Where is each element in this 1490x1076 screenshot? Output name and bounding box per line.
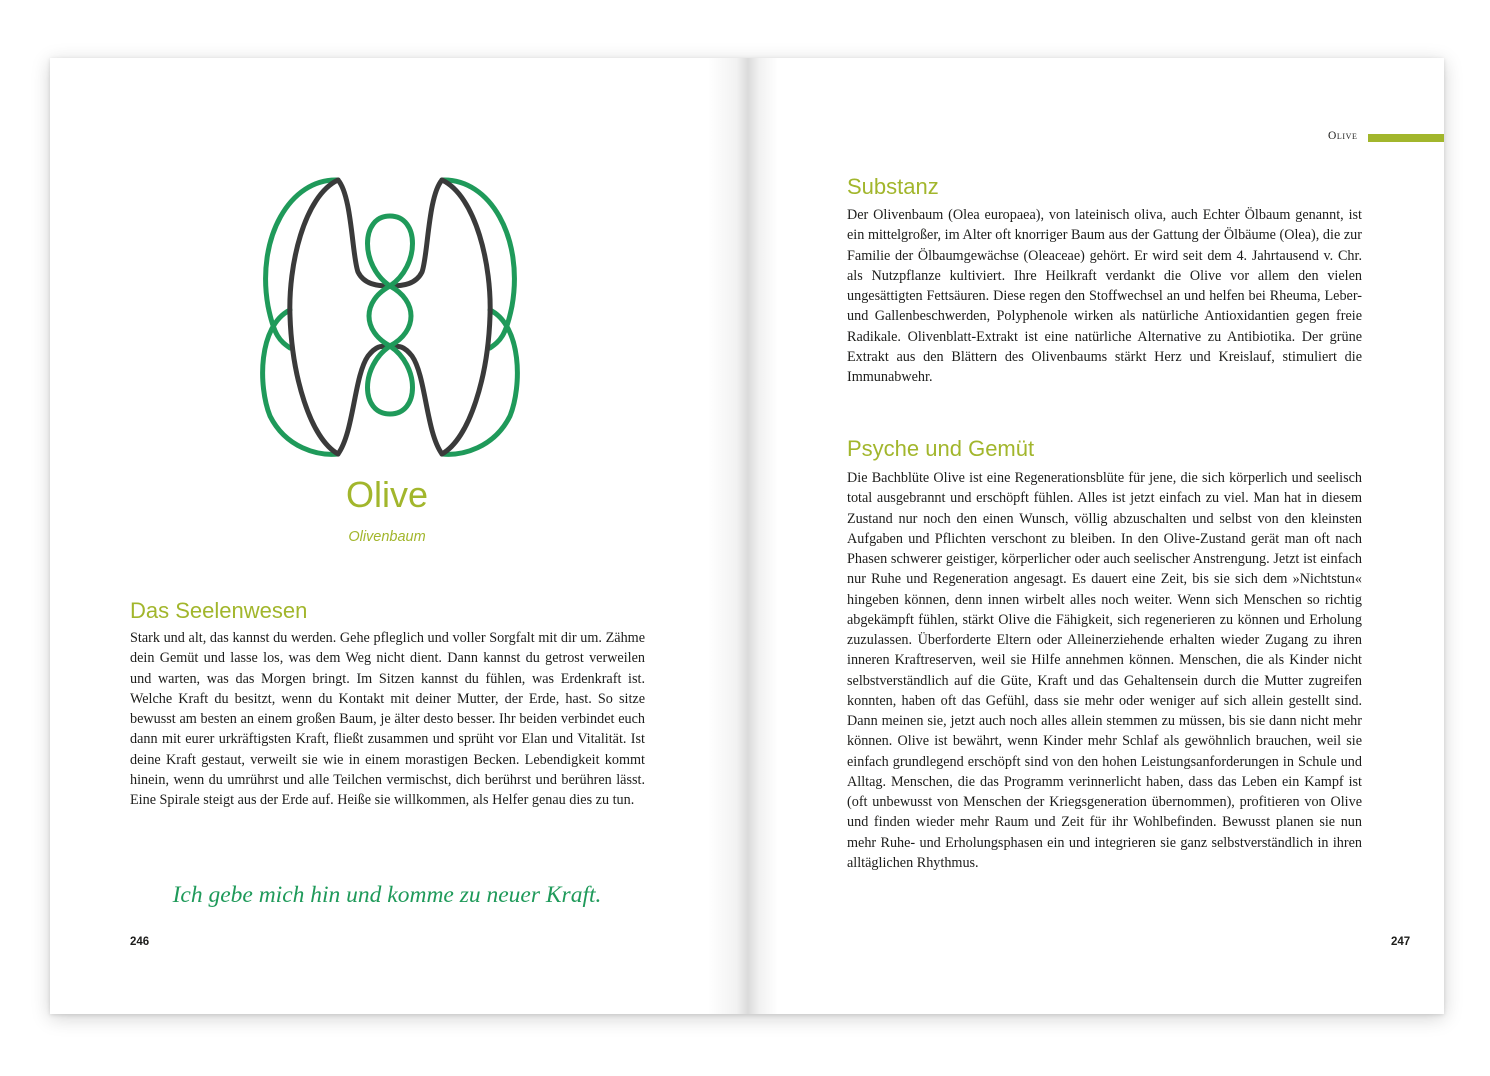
right-page	[748, 58, 1444, 1014]
running-head-bar	[1368, 134, 1444, 142]
section-heading-psyche: Psyche und Gemüt	[847, 436, 1035, 461]
plant-subtitle: Olivenbaum	[348, 529, 426, 545]
page-number-right: 247	[1391, 936, 1411, 948]
page-number-left: 246	[130, 936, 150, 948]
left-page	[50, 58, 748, 1014]
section-text-psyche: Die Bachblüte Olive ist eine Regenerationsblüte für jene, die sich körperlich und seelisch total ausgebrannt und erschöpft fühlen. Alles ist jetzt einfach zu viel. Man hat in diesem Zustand nur noch den einen Wunsch, völlig abzuschalten und selbst von den kleinsten Aufgaben und Pflichten verschont zu bleiben. In den Olive-Zustand gerät man oft nach Phasen schwerer geistiger, körperlicher oder auch seelischer Anstrengung. Jetzt ist einfach nur Ruhe und Regeneration angesagt. Es dauert eine Zeit, bis sie sich dem »Nichtstun« hingeben können, denn innen wirbelt alles noch weiter. Wenn sich Menschen so richtig abgekämpft fühlen, stärkt Olive die Fähigkeit, sich regenerieren zu können und Erholung zuzulassen. Überforderte Eltern oder Alleinerziehende erhalten wieder Zugang zu ihren inneren Kraftreserven, weil sie Hilfe annehmen können. Menschen, die als Kinder nicht selbstverständlich auf die Güte, Kraft und das Gehaltensein durch die Mutter zugreifen konnten, haben oft das Gefühl, dass sie mehr oder weniger auf sich allein gestellt sind. Dann meinen sie, jetzt auch noch alles allein stemmen zu müssen, bis sie dann nicht mehr können. Olive ist bewährt, wenn Kinder mehr Schlaf als gewöhnlich brauchen, weil sie einfach grundlegend erschöpft sind von den hohen Leistungsanforderungen in Schule und Alltag. Menschen, die das Programm verinnerlicht haben, dass das Leben ein Kampf ist (oft unbewusst von Menschen der Kriegsgeneration übernommen), profitieren von Olive und finden wieder mehr Raum und Zeit für ihr Wohlbefinden. Bewusst planen sie nun mehr Ruhe- und Erholungsphasen ein und integrieren sie ganz selbstverständlich in ihren alltäglichen Rhythmus.	[847, 470, 1362, 871]
gutter-shadow-right	[748, 58, 778, 1014]
olive-flower-symbol-icon	[260, 176, 520, 458]
section-text-substanz: Der Olivenbaum (Olea europaea), von lateinisch oliva, auch Echter Ölbaum genannt, ist ein mittelgroßer, im Alter oft knorriger Baum aus der Gattung der Ölbäume (Olea), die zur Familie der Ölbaumgewächse (Oleaceae) gehört. Er wird seit dem 4. Jahrtausend v. Chr. als Nutzpflanze kultiviert. Ihre Heilkraft verdankt die Olive vor allem den vielen ungesättigten Fettsäuren. Diese regen den Stoffwechsel an und helfen bei Rheuma, Leber- und Gallenbeschwerden, Polyphenole wirken als natürliche Antioxidantien gegen freie Radikale. Olivenblatt-Extrakt ist eine natürliche Alternative zu Antibiotika. Der grüne Extrakt aus den Blättern des Olivenbaums stärkt Herz und Kreislauf, stimuliert die Immunabwehr.	[847, 207, 1362, 385]
section-heading-substanz: Substanz	[847, 174, 939, 199]
section-text-seelenwesen: Stark und alt, das kannst du werden. Gehe pfleglich und voller Sorgfalt mit dir um. Zähme dein Gemüt und lasse los, was dem Weg nicht dient. Dann kannst du getrost verweilen und warten, was das Morgen bringt. Im Sitzen kannst du fühlen, was Erdenkraft ist. Welche Kraft du besitzt, wenn du Kontakt mit deiner Mutter, der Erde, hast. So sitze bewusst am besten an einem großen Baum, je älter desto besser. Ihr beiden verbindet euch dann mit eurer urkräftigsten Kraft, fließt zusammen und sprüht vor Elan und Vitalität. Ist deine Kraft gestaut, verweilt sie wie in einem morastigen Becken. Lebendigkeit kommt hinein, wenn du umrührst und alle Teilchen vermischst, dich berührst und berühren lässt. Eine Spirale steigt aus der Erde auf. Heiße sie willkommen, als Helfer genau dies zu tun.	[130, 630, 645, 808]
running-head: Olive	[1328, 130, 1358, 142]
book-spread	[50, 58, 1444, 1014]
affirmation-quote: Ich gebe mich hin und komme zu neuer Kraft.	[172, 882, 602, 908]
plant-title: Olive	[345, 474, 429, 515]
section-heading-seelenwesen: Das Seelenwesen	[130, 598, 308, 623]
